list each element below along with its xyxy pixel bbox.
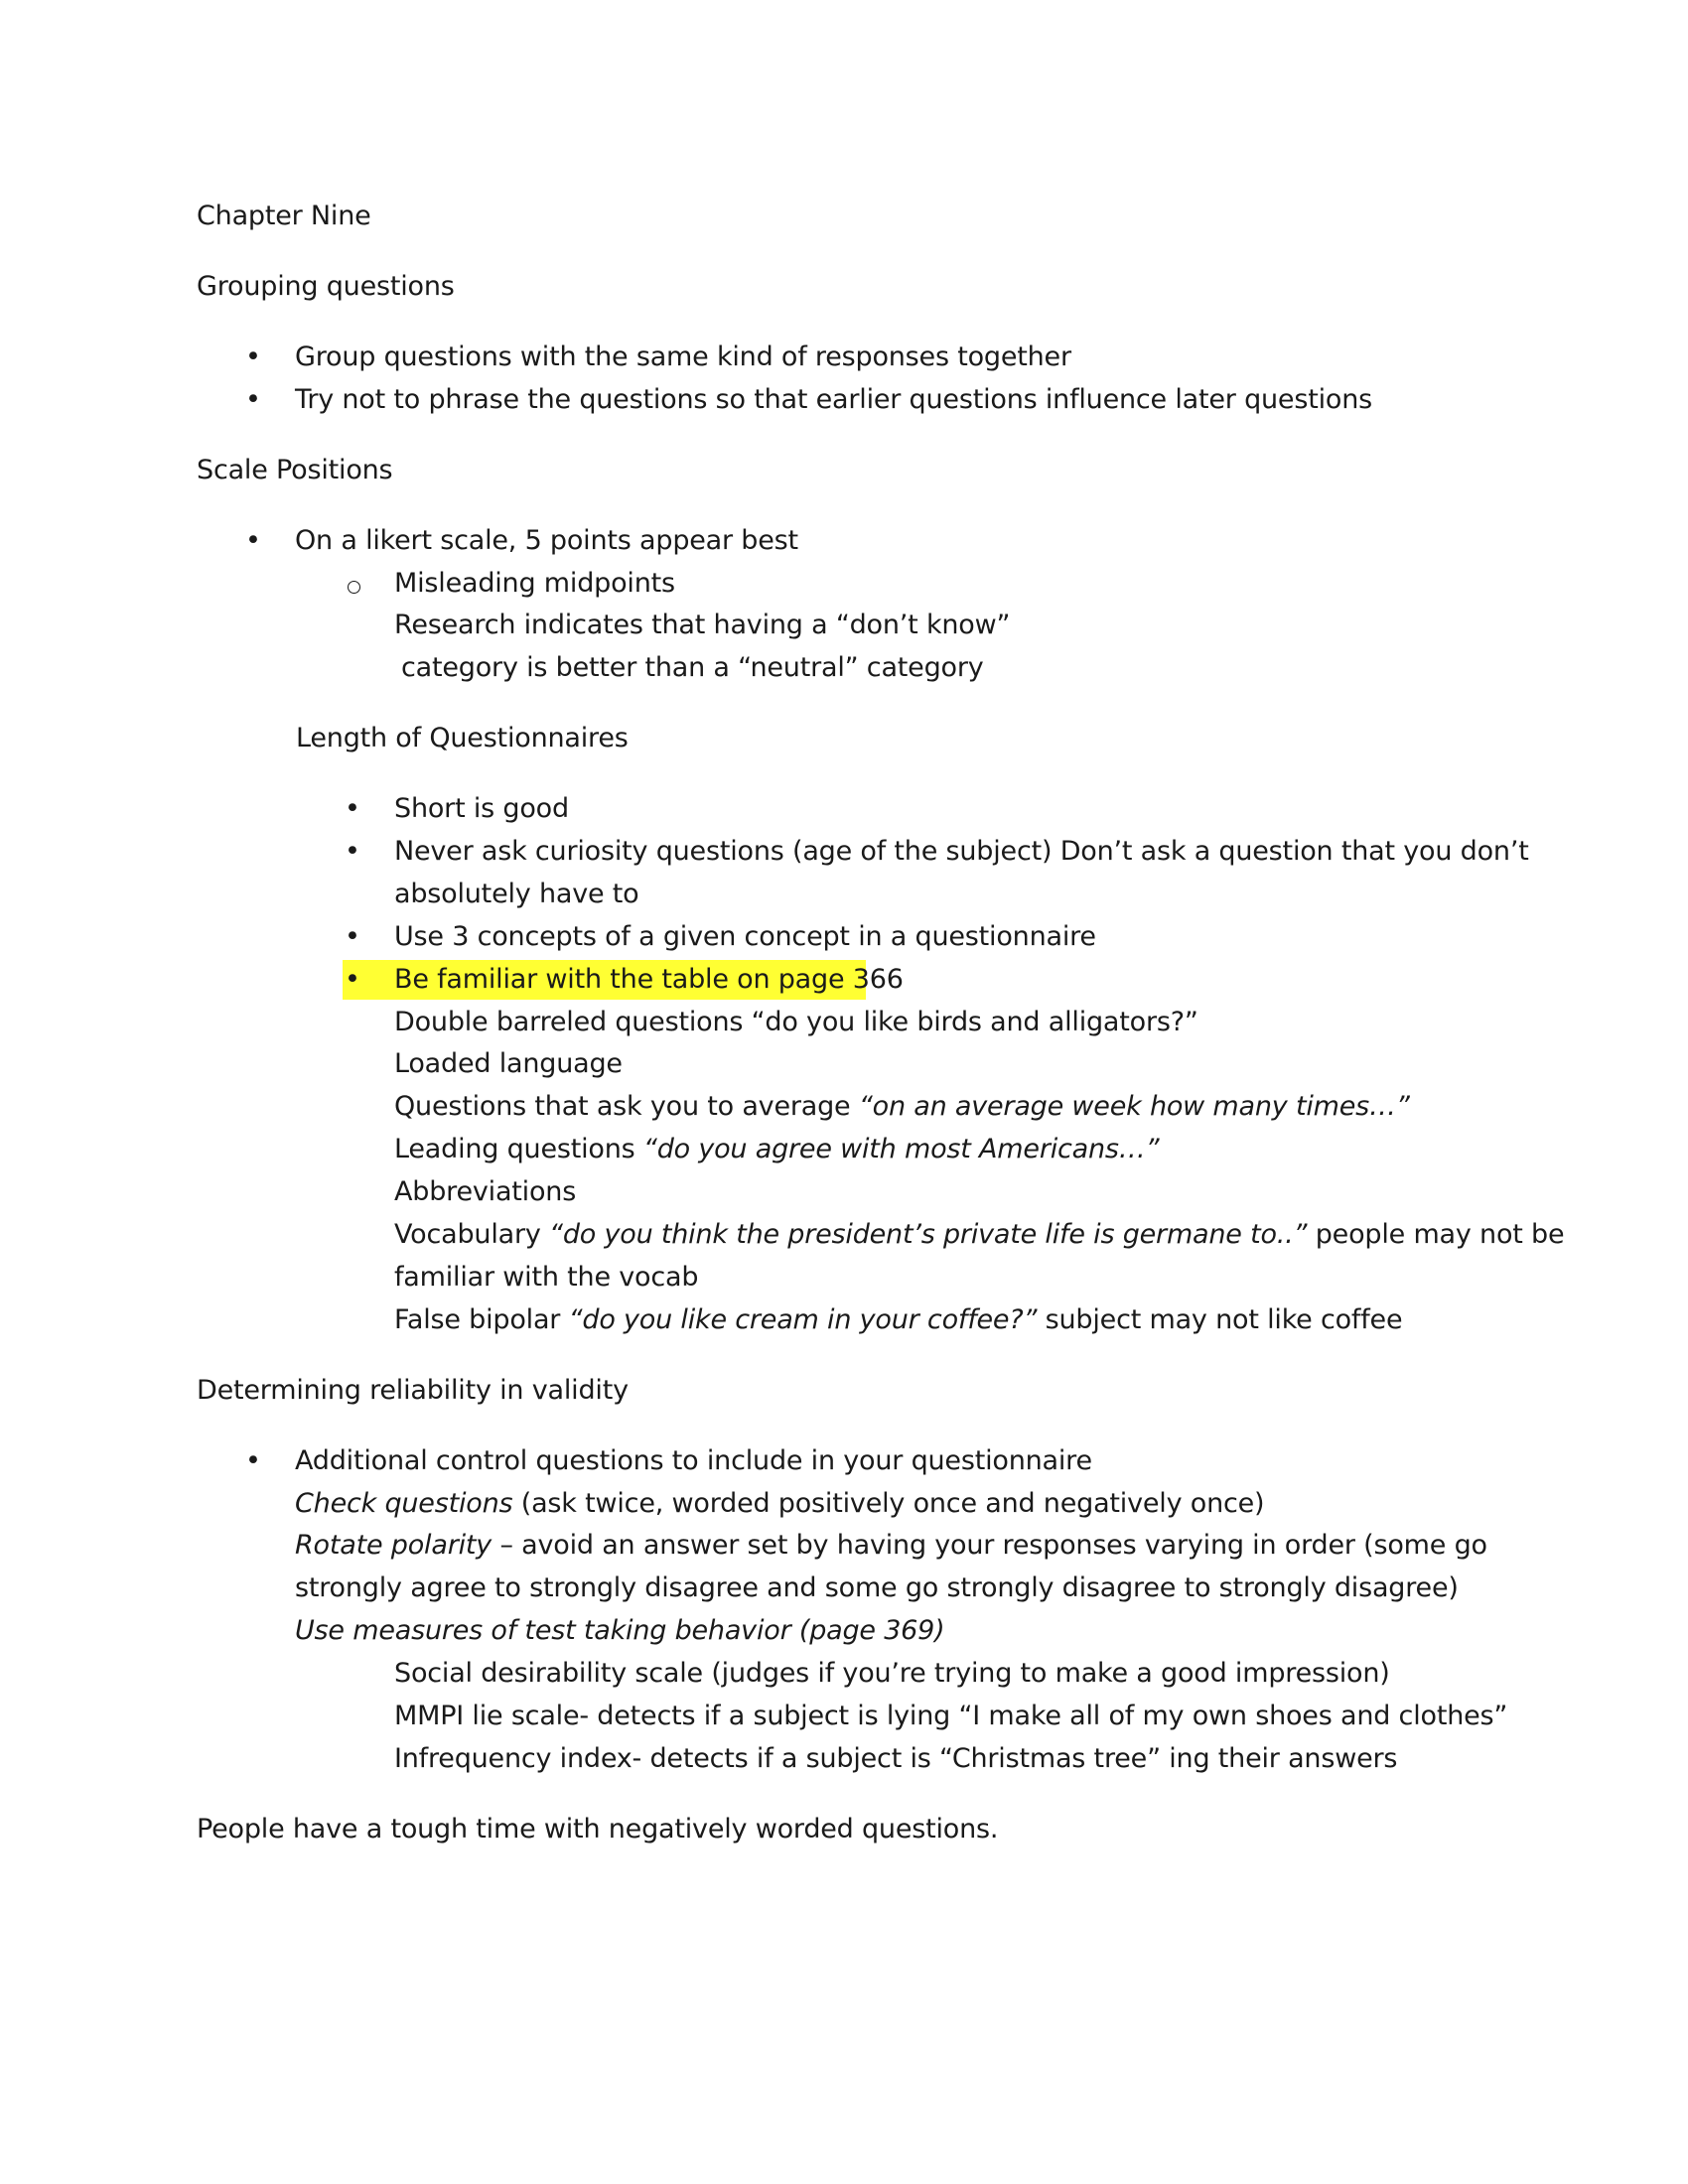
length-item-2: Never ask curiosity questions (age of the subject) Don’t ask a question that you don’t bbox=[394, 836, 1529, 867]
abbreviations-line: Abbreviations bbox=[394, 1176, 577, 1207]
section-heading-length: Length of Questionnaires bbox=[296, 723, 629, 753]
leading-label: Leading questions bbox=[394, 1134, 643, 1164]
scale-sub-text-1: Research indicates that having a “don’t know” bbox=[394, 610, 1011, 640]
loaded-language-line: Loaded language bbox=[394, 1048, 623, 1079]
check-questions-text: (ask twice, worded positively once and negatively once) bbox=[512, 1488, 1265, 1519]
length-item-1: Short is good bbox=[394, 793, 569, 824]
vocabulary-example: “do you think the president’s private life is germane to..” bbox=[549, 1219, 1308, 1250]
double-barreled-example: “do you like birds and alligators?” bbox=[751, 1007, 1198, 1037]
bullet-dot: • bbox=[245, 1445, 261, 1476]
scale-sub-item: Misleading midpoints bbox=[394, 568, 675, 599]
false-bipolar-line bbox=[394, 1302, 1402, 1338]
bullet-dot: • bbox=[245, 525, 261, 556]
check-questions-line bbox=[295, 1486, 1264, 1522]
double-barreled-line bbox=[394, 1005, 1198, 1040]
scale-item-1: On a likert scale, 5 points appear best bbox=[295, 525, 798, 556]
mmpi-line: MMPI lie scale- detects if a subject is lying “I make all of my own shoes and clothes” bbox=[394, 1701, 1508, 1731]
scale-sub-text-2: category is better than a “neutral” category bbox=[401, 652, 984, 683]
rotate-polarity-label: Rotate polarity bbox=[295, 1530, 492, 1561]
closing-statement: People have a tough time with negatively worded questions. bbox=[197, 1814, 999, 1844]
social-desirability-line: Social desirability scale (judges if you’re trying to make a good impression) bbox=[394, 1658, 1390, 1689]
vocabulary-note: people may not be bbox=[1307, 1219, 1565, 1250]
bullet-dot: • bbox=[345, 793, 360, 824]
average-line bbox=[394, 1089, 1410, 1125]
rotate-polarity-line-2: strongly agree to strongly disagree and some go strongly disagree to strongly disagree) bbox=[295, 1572, 1459, 1603]
reliability-item-1: Additional control questions to include in your questionnaire bbox=[295, 1445, 1092, 1476]
rotate-polarity-line bbox=[295, 1528, 1487, 1564]
section-heading-grouping: Grouping questions bbox=[197, 271, 455, 302]
section-heading-reliability: Determining reliability in validity bbox=[197, 1375, 629, 1406]
average-example: “on an average week how many times…” bbox=[858, 1091, 1410, 1122]
leading-line bbox=[394, 1132, 1159, 1167]
circle-bullet bbox=[348, 581, 360, 594]
grouping-item-1: Group questions with the same kind of responses together bbox=[295, 341, 1071, 372]
grouping-item-2: Try not to phrase the questions so that earlier questions influence later questions bbox=[295, 384, 1372, 415]
false-bipolar-note: subject may not like coffee bbox=[1037, 1304, 1403, 1335]
length-item-2-continued: absolutely have to bbox=[394, 879, 639, 909]
bullet-dot: • bbox=[245, 341, 261, 372]
rotate-polarity-text: – avoid an answer set by having your responses varying in order (some go bbox=[492, 1530, 1487, 1561]
false-bipolar-example: “do you like cream in your coffee?” bbox=[568, 1304, 1038, 1335]
chapter-title: Chapter Nine bbox=[197, 201, 371, 231]
section-heading-scale: Scale Positions bbox=[197, 455, 393, 485]
length-item-3: Use 3 concepts of a given concept in a questionnaire bbox=[394, 921, 1096, 952]
measures-line: Use measures of test taking behavior (page 369) bbox=[295, 1615, 945, 1646]
bullet-dot: • bbox=[245, 384, 261, 415]
leading-example: “do you agree with most Americans…” bbox=[642, 1134, 1160, 1164]
infrequency-line: Infrequency index- detects if a subject is “Christmas tree” ing their answers bbox=[394, 1743, 1398, 1774]
length-item-4-highlighted: Be familiar with the table on page 366 bbox=[394, 964, 904, 995]
bullet-dot: • bbox=[345, 836, 360, 867]
check-questions-label: Check questions bbox=[295, 1488, 513, 1519]
bullet-dot: • bbox=[345, 964, 360, 995]
average-label: Questions that ask you to average bbox=[394, 1091, 859, 1122]
vocabulary-line bbox=[394, 1217, 1564, 1253]
vocabulary-label: Vocabulary bbox=[394, 1219, 550, 1250]
vocabulary-line-2: familiar with the vocab bbox=[394, 1262, 699, 1293]
bullet-dot: • bbox=[345, 921, 360, 952]
double-barreled-label: Double barreled questions bbox=[394, 1007, 752, 1037]
false-bipolar-label: False bipolar bbox=[394, 1304, 569, 1335]
